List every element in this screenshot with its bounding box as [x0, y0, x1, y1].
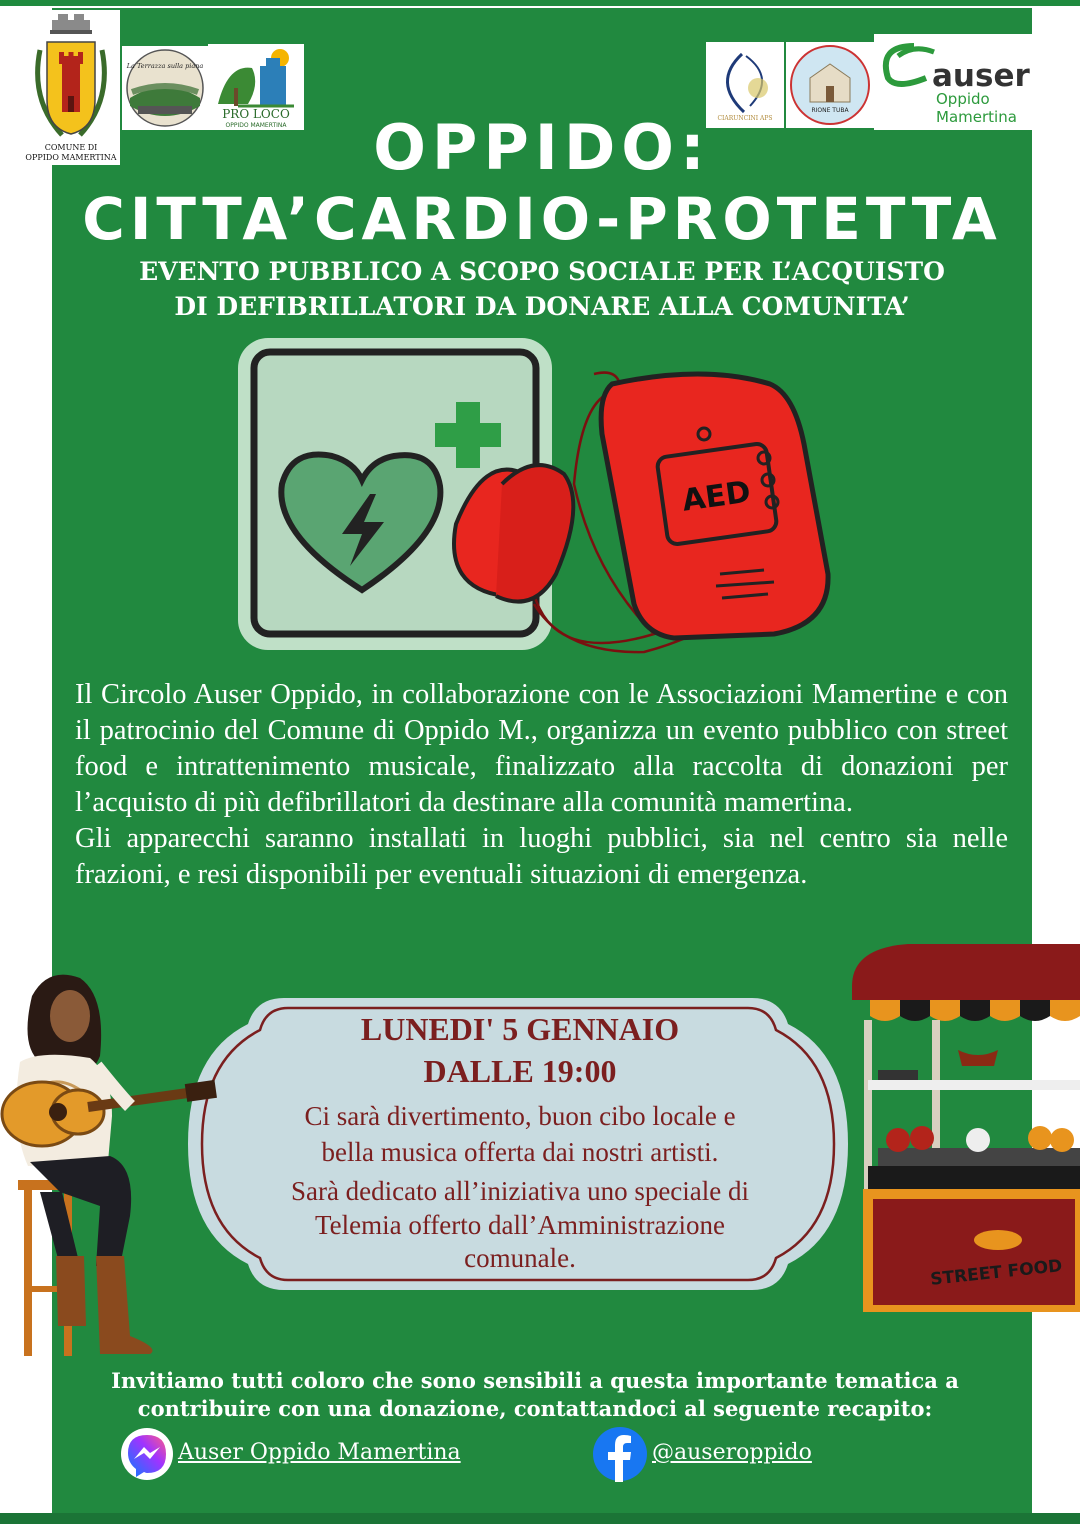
- proloco-title: PRO LOCO: [222, 107, 290, 121]
- guitarist-illustration: [0, 966, 222, 1358]
- aed-illustration: [234, 334, 834, 664]
- invite-line-1: Invitiamo tutti coloro che sono sensibili a questa importante tematica a: [111, 1368, 959, 1393]
- auser-loc1: Oppido: [936, 90, 990, 108]
- title-line-1: OPPIDO:: [373, 111, 711, 184]
- subtitle-line-2: DI DEFIBRILLATORI DA DONARE ALLA COMUNITA’: [174, 292, 910, 321]
- description-paragraph-2: Gli apparecchi saranno installati in luoghi pubblici, sia nel centro sia nelle frazioni, e resi disponibili per eventuali situazioni di emergenza.: [75, 823, 1008, 890]
- invite-line-2: contribuire con una donazione, contattandoci al seguente recapito:: [137, 1396, 933, 1421]
- comune-caption-1: COMUNE DI: [44, 143, 98, 152]
- auser-name: auser: [932, 58, 1030, 94]
- event-line-3: Sarà dedicato all’iniziativa uno speciale di: [290, 1176, 750, 1206]
- facebook-icon[interactable]: [592, 1426, 648, 1482]
- stall-sign: STREET FOOD: [929, 1256, 1064, 1290]
- event-time: DALLE 19:00: [423, 1053, 617, 1089]
- title-line-2: CITTA’CARDIO-PROTETTA: [82, 185, 1002, 253]
- bottom-border: [0, 1513, 1080, 1524]
- comune-caption-2: OPPIDO MAMERTINA: [25, 153, 117, 162]
- svg-text:CIARUNCINI APS: CIARUNCINI APS: [717, 115, 773, 122]
- top-border: [0, 0, 1080, 6]
- description-paragraph-1: Il Circolo Auser Oppido, in collaborazione con le Associazioni Mamertine e con il patrocinio del Comune di Oppido M., organizza un evento pubblico con street food e intrattenimento musicale, finalizzato alla raccolta di donazioni per l’acquisto di più defibrillatori da destinare alla comunità mamertina.: [75, 679, 1008, 818]
- messenger-link[interactable]: Auser Oppido Mamertina: [178, 1440, 461, 1465]
- event-line-1: Ci sarà divertimento, buon cibo locale e: [304, 1101, 736, 1131]
- event-line-2: bella musica offerta dai nostri artisti.: [321, 1137, 719, 1167]
- street-food-stall-illustration: [848, 940, 1080, 1312]
- event-date: LUNEDI' 5 GENNAIO: [360, 1011, 680, 1047]
- proloco-sub: OPPIDO MAMERTINA: [225, 122, 287, 129]
- aed-label: AED: [679, 474, 753, 519]
- facebook-link[interactable]: @auseroppido: [652, 1440, 812, 1465]
- subtitle-line-1: EVENTO PUBBLICO A SCOPO SOCIALE PER L’ACQUISTO: [139, 257, 945, 286]
- description: [75, 677, 1008, 893]
- auser-loc2: Mamertina: [936, 108, 1017, 126]
- terrazza-text: La Terrazza sulla piana: [126, 62, 204, 70]
- aed-pad-right: [496, 465, 573, 602]
- event-line-5: comunale.: [464, 1243, 576, 1273]
- svg-text:RIONE TUBA: RIONE TUBA: [811, 107, 849, 114]
- event-line-4: Telemia offerto dall’Amministrazione: [315, 1210, 725, 1240]
- messenger-icon[interactable]: [120, 1427, 174, 1481]
